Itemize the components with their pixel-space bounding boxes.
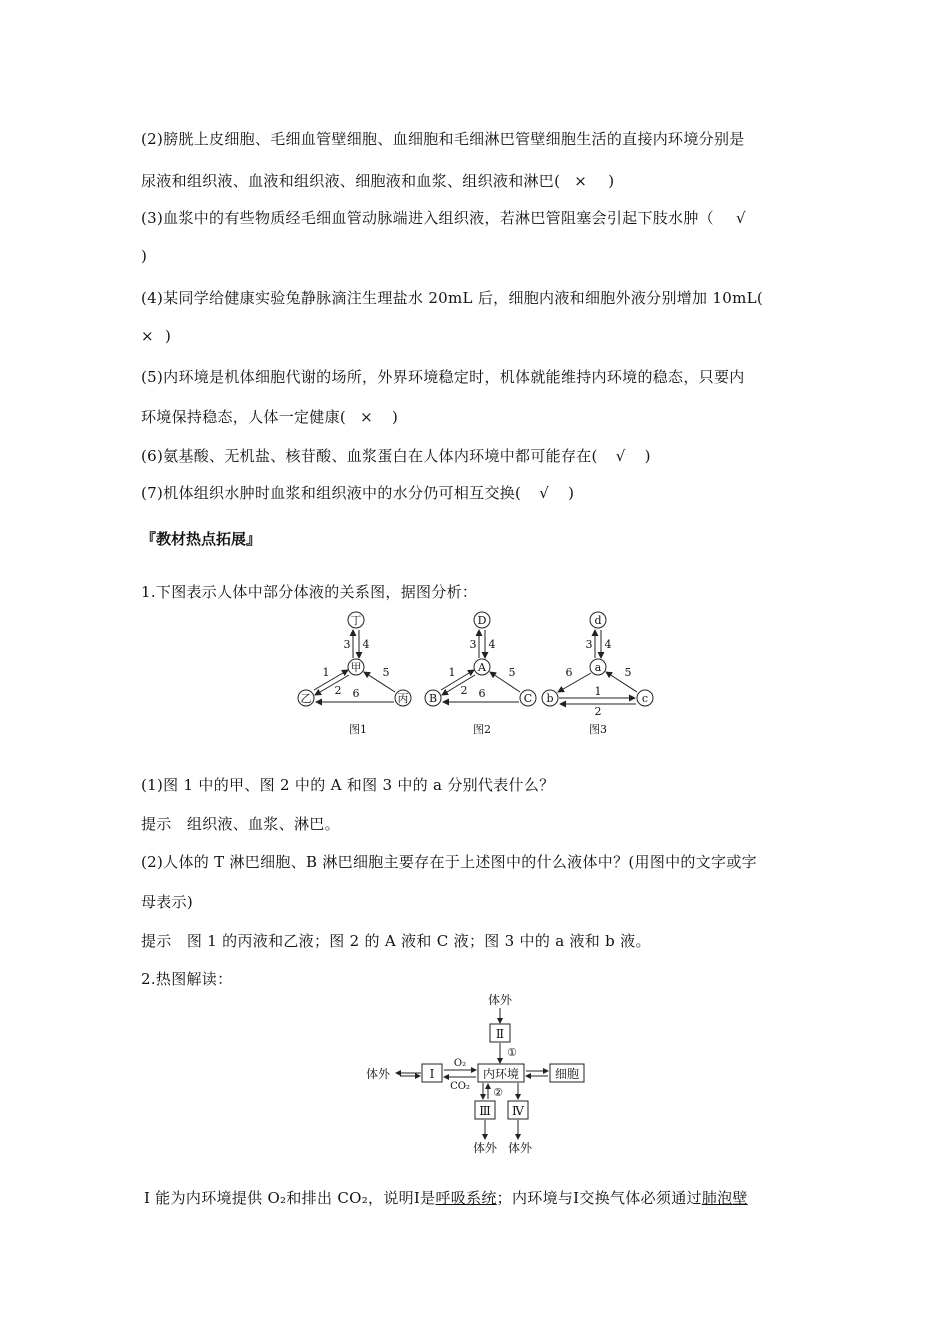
judgment-5-line1: (5)内环境是机体细胞代谢的场所，外界环境稳定时，机体就能维持内环境的稳态，只要内 <box>141 368 745 386</box>
q2-answer-respiratory: 呼吸系统 <box>435 1189 497 1207</box>
judgment-7-close: ) <box>563 484 575 502</box>
fig3-num-6: 6 <box>565 666 573 679</box>
fig2-left-label: B <box>428 692 438 705</box>
judgment-5-line2 <box>141 406 398 427</box>
fig2-num-6: 6 <box>478 687 486 700</box>
judgment-5-text: 环境保持稳态，人体一定健康( <box>141 408 347 426</box>
judgment-4-close: ) <box>159 327 172 345</box>
fig1-num-5: 5 <box>382 666 390 679</box>
judgment-2-close: ) <box>603 172 615 190</box>
judgment-2-text: 尿液和组织液、血液和组织液、细胞液和血浆、组织液和淋巴( <box>141 172 561 190</box>
fig2-num-4: 4 <box>488 638 496 651</box>
fig3-center-label: a <box>594 661 602 674</box>
judgment-7-mark: √ <box>539 484 550 502</box>
circle-1-label: ① <box>507 1046 517 1059</box>
fig1-num-3: 3 <box>343 638 351 651</box>
co2-label: CO₂ <box>450 1081 470 1092</box>
fig2-num-5: 5 <box>508 666 516 679</box>
q1-hint1: 提示 组织液、血浆、淋巴。 <box>141 815 340 833</box>
q2-answer-alveolar-wall: 肺泡壁 <box>701 1189 748 1207</box>
section-header: 『教材热点拓展』 <box>141 530 262 548</box>
fig1-top-label: 丁 <box>350 614 362 627</box>
outside-left-label: 体外 <box>365 1067 391 1081</box>
q2-answer-line <box>144 1187 748 1208</box>
judgment-5-mark: × <box>360 408 373 426</box>
fig1-right-label: 丙 <box>397 692 409 705</box>
box-IV-label: Ⅳ <box>512 1104 524 1118</box>
fig2-top-label: D <box>477 614 487 627</box>
fig2-num-2: 2 <box>460 684 468 697</box>
q2-answer-c: ；内环境与Ⅰ交换气体必须通过 <box>496 1189 702 1207</box>
box-I-label: Ⅰ <box>429 1067 435 1081</box>
o2-label: O₂ <box>453 1058 467 1069</box>
cell-label: 细胞 <box>554 1067 580 1081</box>
judgment-6-text: (6)氨基酸、无机盐、核苷酸、血浆蛋白在人体内环境中都可能存在( <box>141 447 598 465</box>
fig1-num-1: 1 <box>322 666 330 679</box>
judgment-2-line1: (2)膀胱上皮细胞、毛细血管壁细胞、血细胞和毛细淋巴管壁细胞生活的直接内环境分别是 <box>141 130 745 148</box>
outside-bottom-right-label: 体外 <box>507 1141 533 1155</box>
judgment-2-mark: × <box>574 172 588 190</box>
judgment-6-close: ) <box>639 447 651 465</box>
fig3-num-5: 5 <box>624 666 632 679</box>
q1-sub1: (1)图 1 中的甲、图 2 中的 A 和图 3 中的 a 分别代表什么？ <box>141 776 555 794</box>
box-II-label: Ⅱ <box>495 1027 505 1041</box>
judgment-3-mark: √ <box>735 209 746 227</box>
fig1-num-6: 6 <box>352 687 360 700</box>
internal-environment-diagram <box>360 994 600 1160</box>
judgment-4-line2 <box>141 327 171 345</box>
fig1-num-2: 2 <box>334 684 342 697</box>
fig3-num-2: 2 <box>594 705 602 718</box>
q1-title: 1.下图表示人体中部分体液的关系图，据图分析： <box>141 583 478 601</box>
body-fluid-figures <box>290 606 670 742</box>
outside-bottom-left-label: 体外 <box>472 1141 498 1155</box>
fig3-top-label: d <box>594 614 602 627</box>
judgment-3-line1 <box>141 207 746 228</box>
judgment-5-close: ) <box>386 408 399 426</box>
q2-answer-a: Ⅰ 能为内环境提供 O₂和排出 CO₂，说明Ⅰ是 <box>144 1189 436 1207</box>
judgment-4-mark: × <box>141 327 154 345</box>
box-III-label: Ⅲ <box>479 1104 491 1118</box>
fig3-left-label: b <box>546 692 554 705</box>
fig3-caption: 图3 <box>589 723 607 736</box>
outside-top-label: 体外 <box>487 994 513 1007</box>
inner-environment-label: 内环境 <box>482 1067 520 1081</box>
fig3-right-label: c <box>641 692 649 705</box>
judgment-3-text: (3)血浆中的有些物质经毛细血管动脉端进入组织液，若淋巴管阻塞会引起下肢水肿（ <box>141 209 714 227</box>
judgment-6-line <box>141 445 651 466</box>
q1-sub2-line1: (2)人体的 T 淋巴细胞、B 淋巴细胞主要存在于上述图中的什么液体中？(用图中的文字或字 <box>141 853 757 871</box>
fig1-num-4: 4 <box>362 638 370 651</box>
fig2-center-label: A <box>478 661 486 674</box>
fig1-center-label: 甲 <box>350 661 362 674</box>
fig3-num-3: 3 <box>585 638 593 651</box>
judgment-7-line <box>141 482 574 503</box>
fig3-num-1: 1 <box>594 685 602 698</box>
q1-hint2: 提示 图 1 的丙液和乙液；图 2 的 A 液和 C 液；图 3 中的 a 液和 b 液。 <box>141 932 651 950</box>
judgment-4-line1: (4)某同学给健康实验兔静脉滴注生理盐水 20mL 后，细胞内液和细胞外液分别增加 10mL( <box>141 289 764 307</box>
fig2-caption: 图2 <box>473 723 491 736</box>
fig1-left-label: 乙 <box>300 692 312 705</box>
fig2-right-label: C <box>523 692 533 705</box>
judgment-7-text: (7)机体组织水肿时血浆和组织液中的水分仍可相互交换( <box>141 484 522 502</box>
q1-sub2-line2: 母表示) <box>141 893 194 911</box>
q2-title: 2.热图解读： <box>141 970 233 988</box>
judgment-2-line2 <box>141 170 614 191</box>
judgment-6-mark: √ <box>615 447 626 465</box>
fig2-num-3: 3 <box>469 638 477 651</box>
fig1-caption: 图1 <box>349 723 367 736</box>
judgment-3-line2: ) <box>141 247 148 265</box>
fig2-num-1: 1 <box>448 666 456 679</box>
circle-2-label: ② <box>493 1086 503 1099</box>
fig3-num-4: 4 <box>604 638 612 651</box>
